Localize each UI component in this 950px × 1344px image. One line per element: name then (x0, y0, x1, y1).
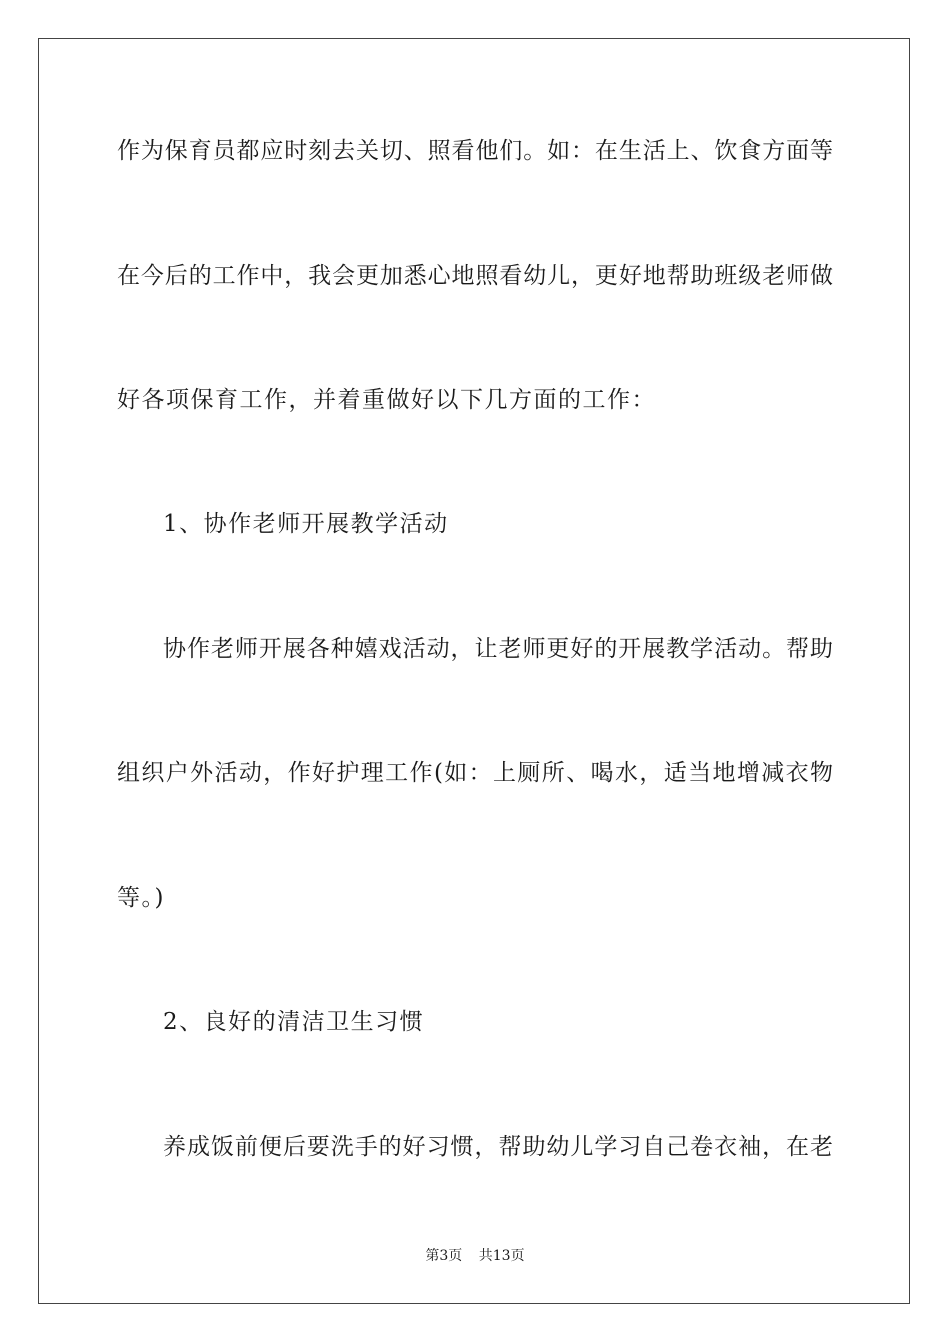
paragraph-line: 在今后的工作中，我会更加悉心地照看幼儿，更好地帮助班级老师做 (117, 263, 833, 289)
page-number: 第3页 (425, 1248, 463, 1264)
page-total: 共13页 (478, 1248, 525, 1264)
section-heading: 2、良好的清洁卫生习惯 (163, 1009, 425, 1035)
paragraph-line: 好各项保育工作，并着重做好以下几方面的工作： (117, 387, 656, 413)
page-frame (38, 38, 910, 1304)
page-footer (0, 1247, 950, 1265)
paragraph-line: 作为保育员都应时刻去关切、照看他们。如：在生活上、饮食方面等 (117, 138, 833, 164)
paragraph-line: 协作老师开展各种嬉戏活动，让老师更好的开展教学活动。帮助 (163, 636, 833, 662)
paragraph-line: 等。) (117, 885, 165, 911)
paragraph-line: 养成饭前便后要洗手的好习惯，帮助幼儿学习自己卷衣袖，在老 (163, 1134, 833, 1160)
paragraph-line: 组织户外活动，作好护理工作(如：上厕所、喝水，适当地增减衣物 (117, 760, 833, 786)
section-heading: 1、协作老师开展教学活动 (163, 511, 449, 537)
